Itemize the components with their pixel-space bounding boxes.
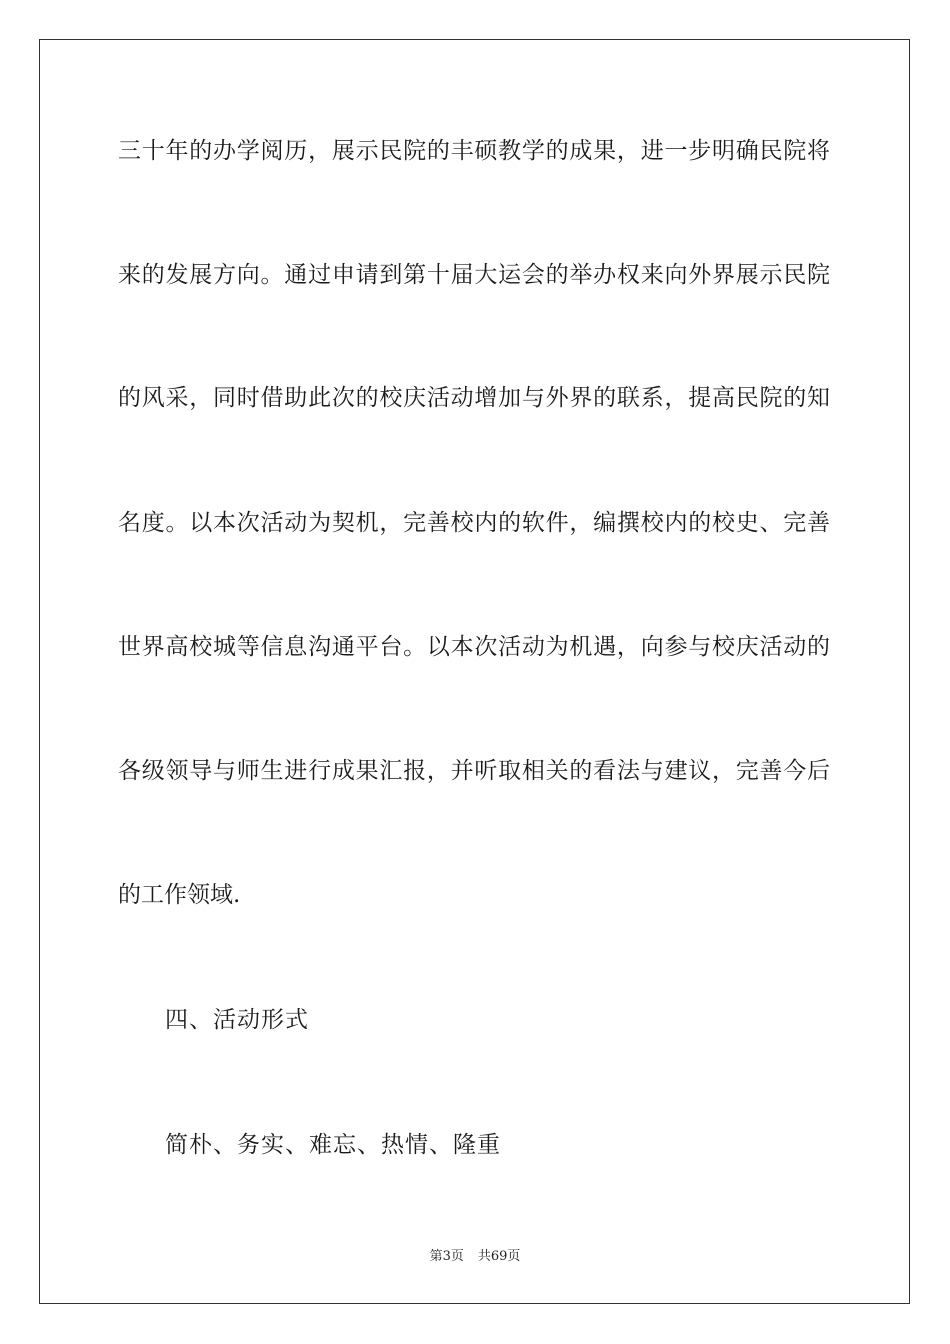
paragraph-line-3: 的风采，同时借助此次的校庆活动增加与外界的联系，提高民院的知 <box>118 385 830 411</box>
section-body: 简朴、务实、难忘、热情、隆重 <box>165 1132 501 1158</box>
paragraph-line-7: 的工作领域. <box>118 882 241 908</box>
page-footer <box>0 1248 950 1266</box>
section-heading: 四、活动形式 <box>165 1007 309 1033</box>
page-frame <box>39 39 910 1304</box>
page-total: 共69页 <box>477 1249 521 1264</box>
paragraph-line-5: 世界高校城等信息沟通平台。以本次活动为机遇，向参与校庆活动的 <box>118 634 830 660</box>
paragraph-line-4: 名度。以本次活动为契机，完善校内的软件，编撰校内的校史、完善 <box>118 510 830 536</box>
paragraph-line-1: 三十年的办学阅历，展示民院的丰硕教学的成果，进一步明确民院将 <box>118 138 830 164</box>
paragraph-line-2: 来的发展方向。通过申请到第十届大运会的举办权来向外界展示民院 <box>118 262 830 288</box>
page-number: 第3页 <box>429 1249 464 1264</box>
paragraph-line-6: 各级领导与师生进行成果汇报，并听取相关的看法与建议，完善今后 <box>118 758 830 784</box>
